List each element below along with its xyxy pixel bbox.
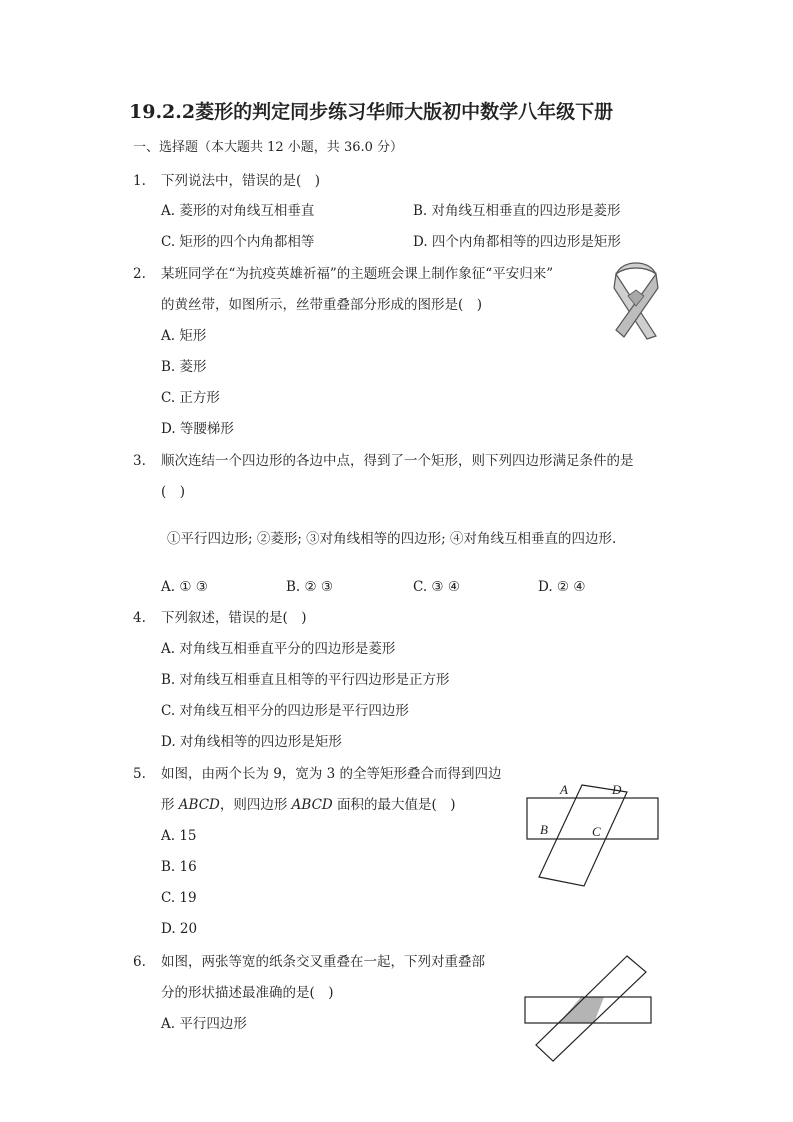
- q5-rectangles-figure: [520, 780, 665, 890]
- q5-quad-label: ABCD: [291, 797, 333, 813]
- q3-stem-line1: 顺次连结一个四边形的各边中点，得到了一个矩形，则下列四边形满足条件的是: [161, 453, 634, 469]
- q4-number: 4.: [133, 610, 146, 626]
- point-d-label: D: [612, 782, 622, 797]
- q5-option-b: B. 16: [161, 859, 197, 875]
- q6-option-a: A. 平行四边形: [161, 1016, 247, 1032]
- q6-stem-line2: 分的形状描述最准确的是( ): [161, 985, 334, 1001]
- q5-stem-text: 形: [161, 797, 179, 813]
- point-b-label: B: [540, 822, 548, 837]
- q5-stem-line2: [161, 796, 456, 814]
- q3-condition-list: ①平行四边形; ②菱形; ③对角线相等的四边形; ④对角线互相垂直的四边形.: [167, 531, 617, 547]
- q5-quad-label: ABCD: [178, 797, 220, 813]
- q5-stem-line1: 如图，由两个长为 9，宽为 3 的全等矩形叠合而得到四边: [161, 766, 502, 782]
- q4-option-d: D. 对角线相等的四边形是矩形: [161, 734, 342, 750]
- q2-stem-line1: 某班同学在“为抗疫英雄祈福”的主题班会课上制作象征“平安归来”: [161, 266, 554, 282]
- q5-option-c: C. 19: [161, 890, 197, 906]
- q1-option-a: A. 菱形的对角线互相垂直: [161, 203, 315, 219]
- section-heading: 一、选择题（本大题共 12 小题，共 36.0 分）: [133, 140, 404, 155]
- q4-stem: 下列叙述，错误的是( ): [161, 610, 307, 626]
- q3-stem-line2: ( ): [161, 484, 186, 500]
- q2-option-d: D. 等腰梯形: [161, 421, 234, 437]
- page-title: 19.2.2菱形的判定同步练习华师大版初中数学八年级下册: [129, 101, 614, 123]
- q1-number: 1.: [133, 173, 146, 189]
- q3-number: 3.: [133, 453, 146, 469]
- q5-option-d: D. 20: [161, 921, 198, 937]
- q4-option-c: C. 对角线互相平分的四边形是平行四边形: [161, 703, 409, 719]
- q2-option-b: B. 菱形: [161, 359, 207, 375]
- point-c-label: C: [592, 824, 601, 839]
- q2-stem-line2: 的黄丝带，如图所示，丝带重叠部分形成的图形是( ): [161, 297, 483, 313]
- q5-number: 5.: [133, 766, 146, 782]
- q1-stem: 下列说法中，错误的是( ): [161, 173, 321, 189]
- q2-number: 2.: [133, 266, 146, 282]
- q3-option-c: C. ③ ④: [413, 579, 460, 595]
- q4-option-a: A. 对角线互相垂直平分的四边形是菱形: [161, 641, 396, 657]
- q1-option-b: B. 对角线互相垂直的四边形是菱形: [413, 203, 621, 219]
- q2-option-c: C. 正方形: [161, 390, 220, 406]
- q2-option-a: A. 矩形: [161, 328, 207, 344]
- q6-strips-figure: [520, 952, 660, 1067]
- q5-stem-text: 面积的最大值是( ): [332, 797, 456, 813]
- tilted-rectangle: [539, 785, 627, 886]
- q4-option-b: B. 对角线互相垂直且相等的平行四边形是正方形: [161, 672, 450, 688]
- q6-number: 6.: [133, 954, 146, 970]
- ribbon-figure: [612, 260, 660, 340]
- q1-option-c: C. 矩形的四个内角都相等: [161, 234, 315, 250]
- q5-option-a: A. 15: [161, 828, 197, 844]
- q1-option-d: D. 四个内角都相等的四边形是矩形: [413, 234, 621, 250]
- q6-stem-line1: 如图，两张等宽的纸条交叉重叠在一起，下列对重叠部: [161, 954, 485, 970]
- q3-option-b: B. ② ③: [286, 579, 333, 595]
- q5-stem-text: ，则四边形: [219, 797, 292, 813]
- point-a-label: A: [560, 782, 568, 797]
- q3-option-a: A. ① ③: [161, 579, 208, 595]
- q3-option-d: D. ② ④: [538, 579, 586, 595]
